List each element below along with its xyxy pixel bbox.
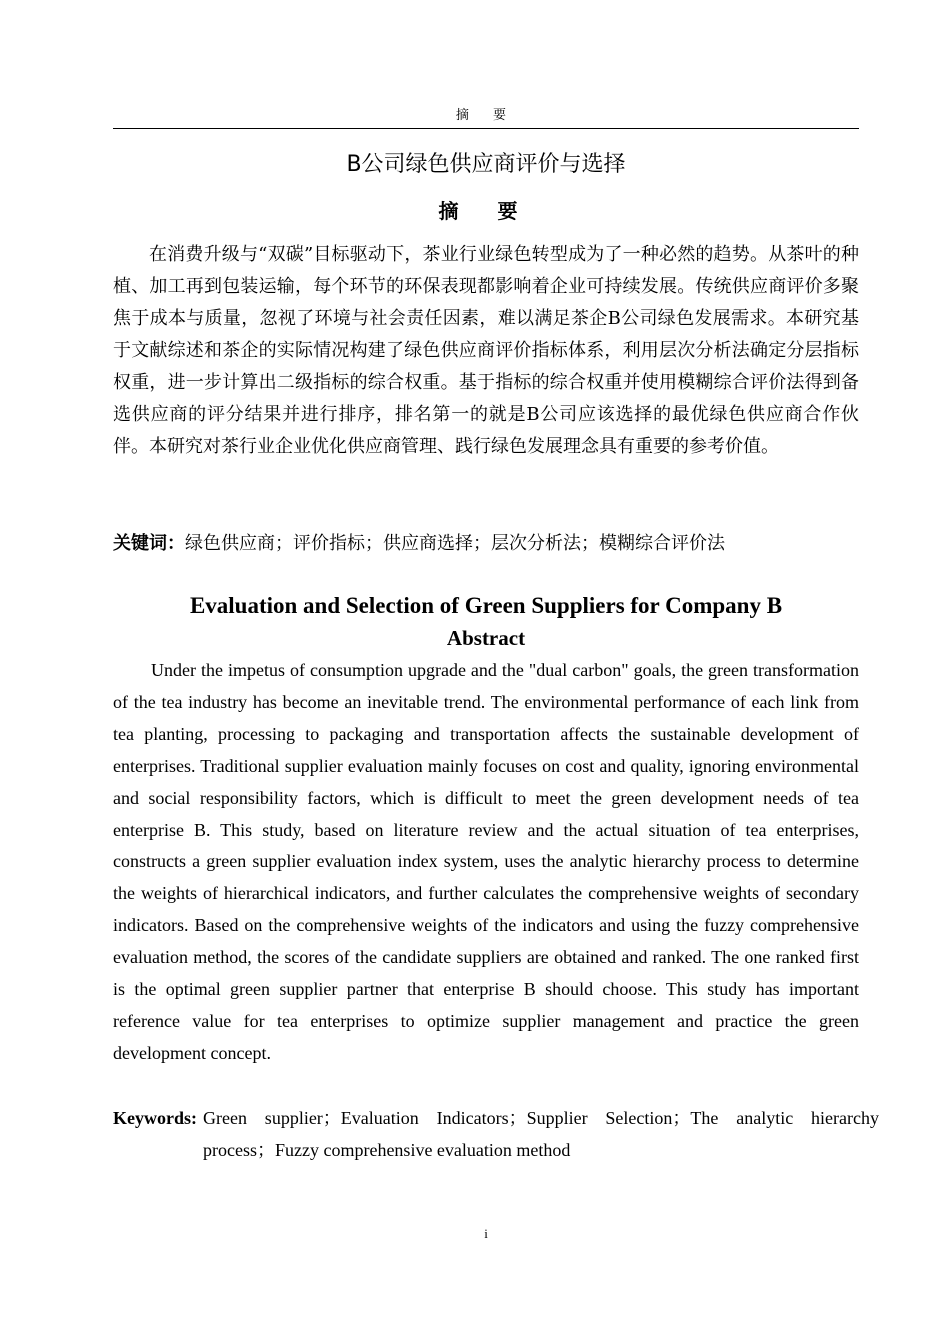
english-abstract-body: Under the impetus of consumption upgrade and the "dual carbon" goals, the green transformation of the tea industry has become an inevitable trend. The environmental performance of each link from tea planting, processing to packaging and transportation affects the sustainable development of enterprises. Traditional supplier evaluation mainly focuses on cost and quality, ignoring environmental and social responsibility factors, which is difficult to meet the green development needs of tea enterprise B. This study, based on literature review and the actual situation of tea enterprises, constructs a green supplier evaluation index system, uses the analytic hierarchy process to determine the weights of hierarchical indicators, and further calculates the comprehensive weights of secondary indicators. Based on the comprehensive weights of the indicators and using the fuzzy comprehensive evaluation method, the scores of the candidate suppliers are obtained and ranked. The one ranked first is the optimal green supplier partner that enterprise B should choose. This study has important reference value for tea enterprises to optimize supplier management and practice the green development concept. [113, 660, 859, 1063]
page-number: i [484, 1226, 488, 1241]
chinese-keywords [113, 528, 859, 560]
running-header: 摘 要 [455, 108, 517, 123]
chinese-abstract-body: 在消费升级与“双碳”目标驱动下，茶业行业绿色转型成为了一种必然的趋势。从茶叶的种植、加工再到包装运输，每个环节的环保表现都影响着企业可持续发展。传统供应商评价多聚焦于成本与质量，忽视了环境与社会责任因素，难以满足茶企B公司绿色发展需求。本研究基于文献综述和茶企的实际情况构建了绿色供应商评价指标体系，利用层次分析法确定分层指标权重，进一步计算出二级指标的综合权重。基于指标的综合权重并使用模糊综合评价法得到备选供应商的评分结果并进行排序，排名第一的就是B公司应该选择的最优绿色供应商合作伙伴。本研究对茶行业企业优化供应商管理、践行绿色发展理念具有重要的参考价值。 [113, 244, 859, 457]
chinese-abstract-heading: 摘 要 [438, 199, 534, 223]
english-keywords-label: Keywords: [113, 1108, 197, 1128]
english-abstract-heading: Abstract [446, 626, 526, 650]
chinese-title: B公司绿色供应商评价与选择 [346, 152, 626, 177]
chinese-keywords-label: 关键词： [113, 533, 185, 554]
chinese-keywords-text: 绿色供应商；评价指标；供应商选择；层次分析法；模糊综合评价法 [185, 533, 725, 554]
header-divider [113, 128, 859, 129]
english-keywords [113, 1102, 879, 1166]
english-keywords-text: Green supplier；Evaluation Indicators；Supplier Selection；The analytic hierarchy process；Fuzzy comprehensive evaluation method [203, 1108, 879, 1160]
english-title: Evaluation and Selection of Green Suppliers for Company B [189, 593, 783, 618]
